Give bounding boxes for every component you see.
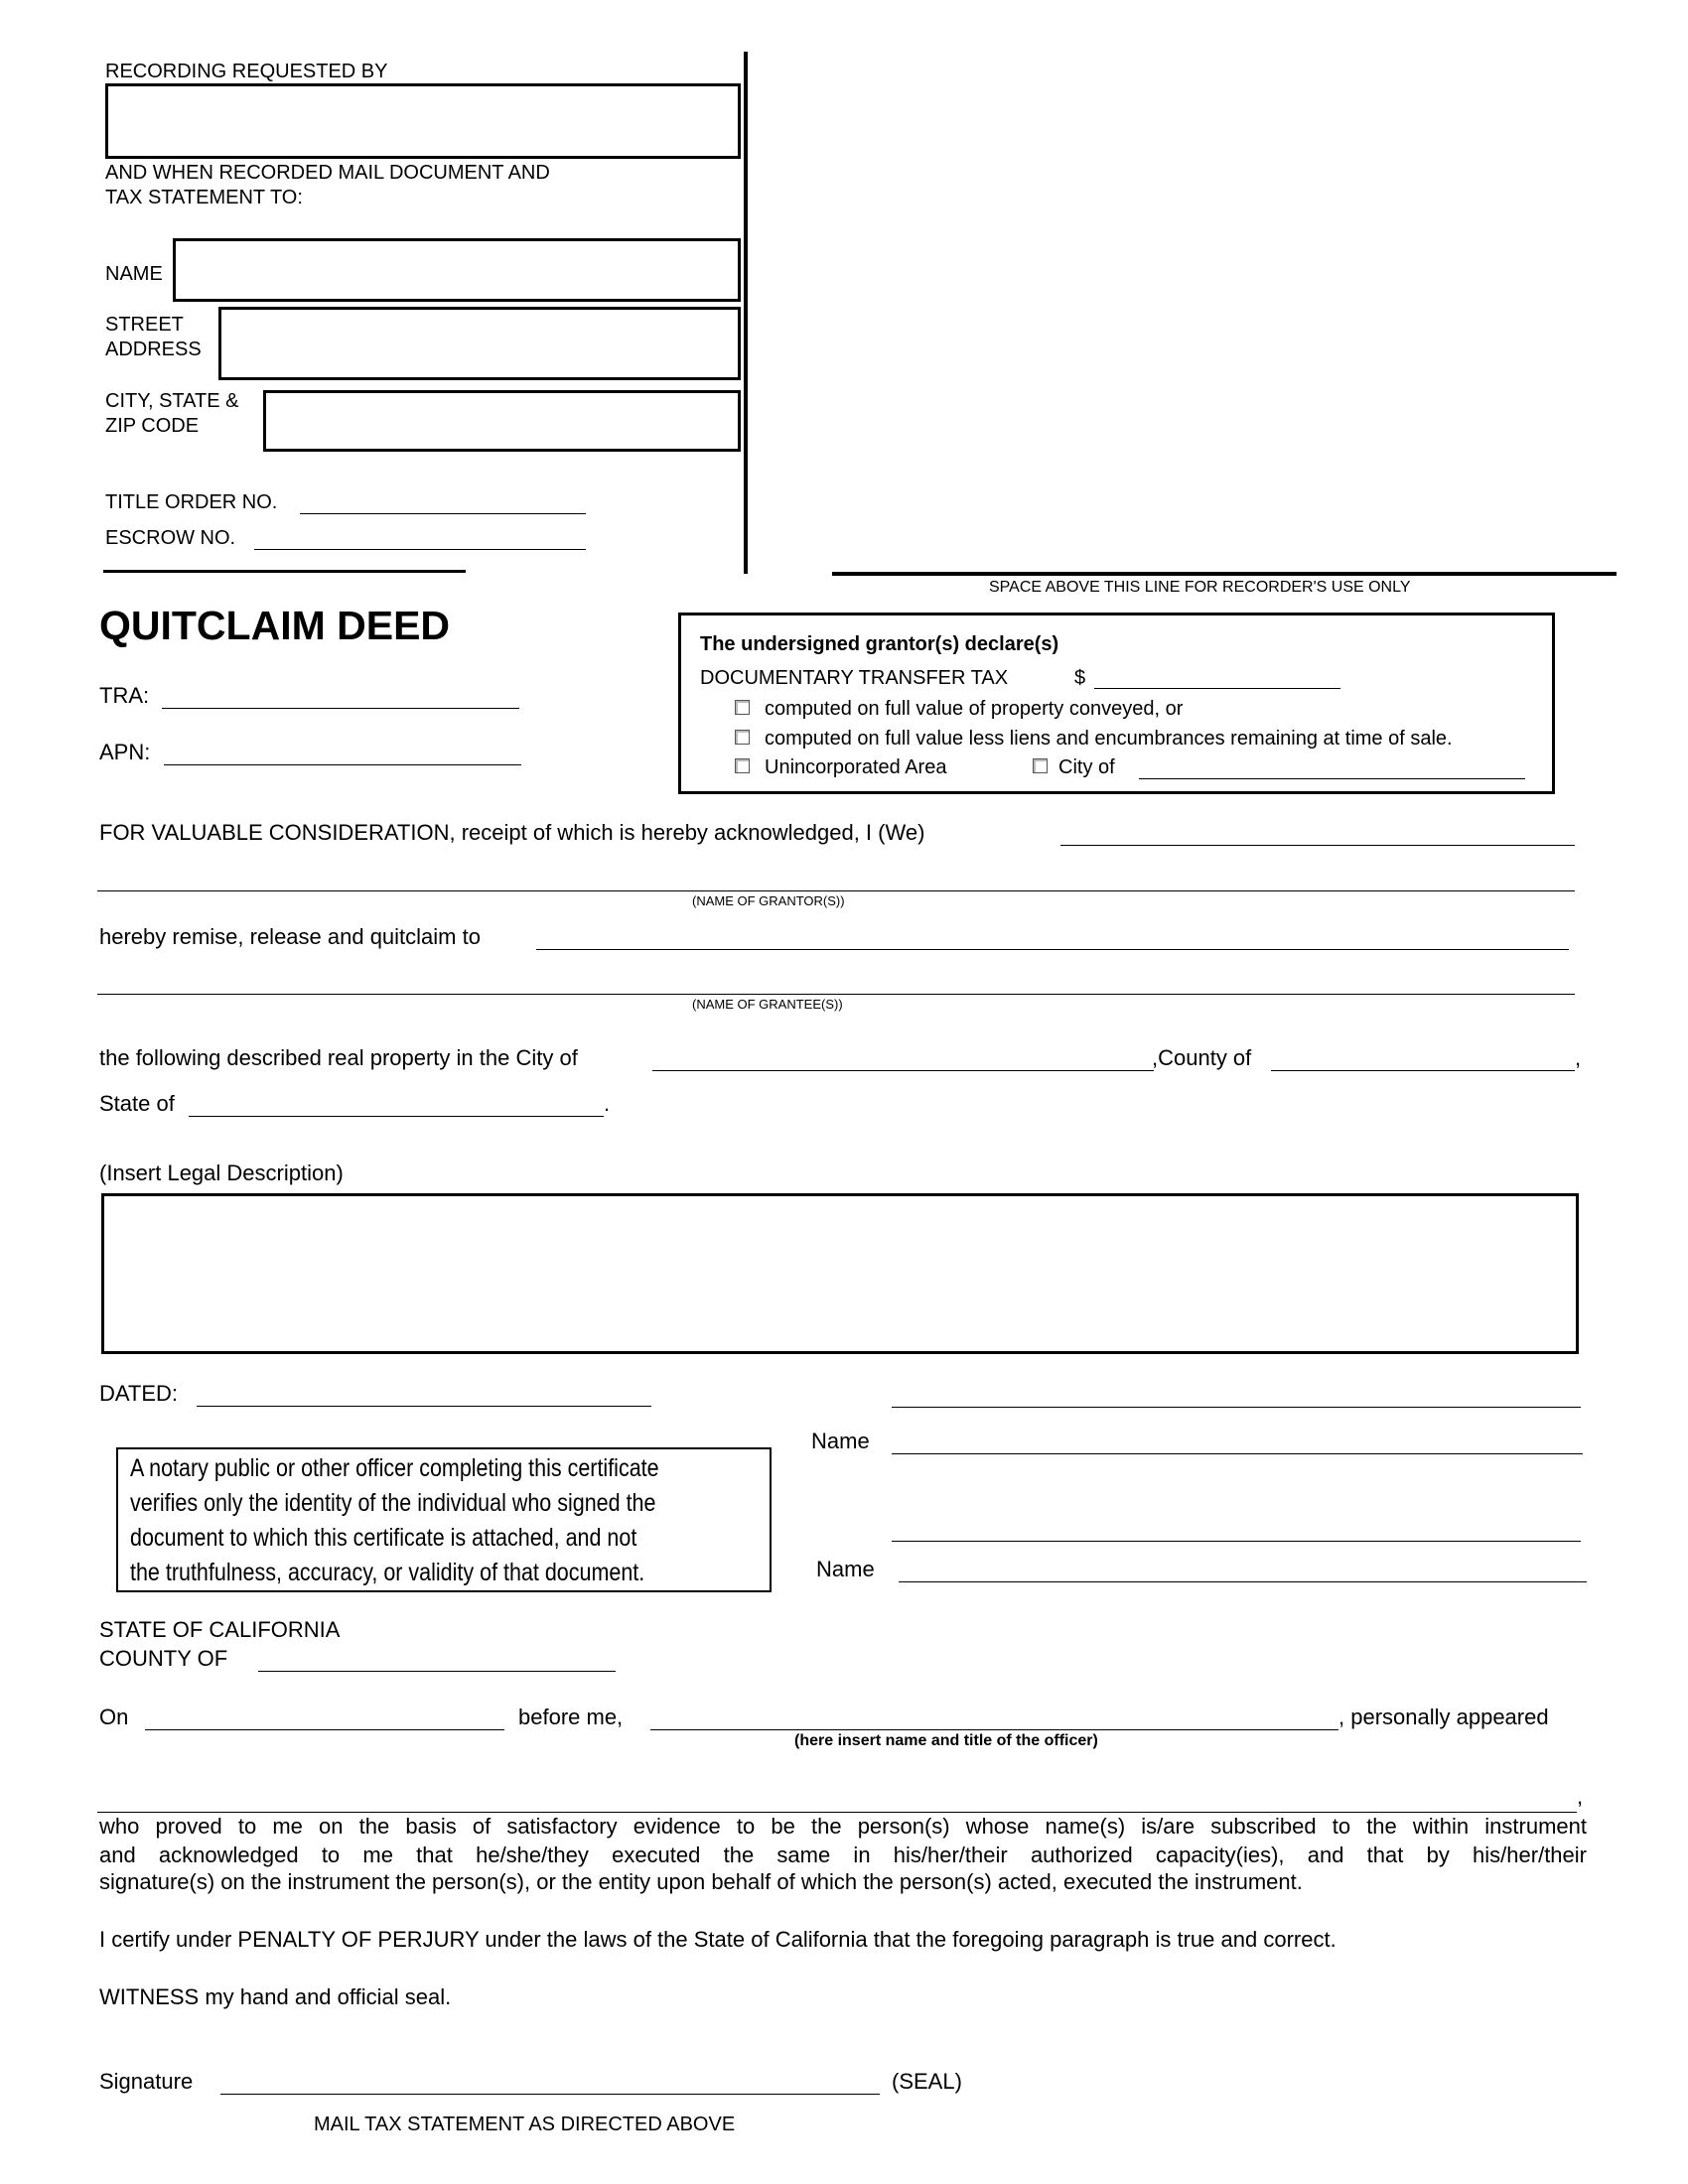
state-of-label: State of bbox=[99, 1091, 175, 1116]
consideration-text: FOR VALUABLE CONSIDERATION, receipt of which is hereby acknowledged, I (We) bbox=[99, 820, 925, 845]
notary-disclaimer-box bbox=[116, 1447, 772, 1592]
grantor-name-field-2[interactable] bbox=[97, 862, 1575, 891]
transfer-tax-amount-field[interactable] bbox=[1094, 665, 1340, 689]
property-state-field[interactable] bbox=[189, 1089, 604, 1117]
escrow-label: ESCROW NO. bbox=[105, 527, 236, 549]
appeared-trailing-comma: , bbox=[1577, 1784, 1584, 1809]
recorder-use-line bbox=[832, 572, 1617, 576]
on-label: On bbox=[99, 1705, 129, 1729]
less-liens-option-label: computed on full value less liens and encumbrances remaining at time of sale. bbox=[765, 728, 1453, 750]
full-value-option-label: computed on full value of property conveyed, or bbox=[765, 698, 1184, 720]
header-bottom-rule-left bbox=[103, 570, 466, 573]
notary-disclaimer-line2: verifies only the identity of the individual who signed the bbox=[130, 1489, 656, 1517]
notary-disclaimer-line1: A notary public or other officer completing this certificate bbox=[130, 1454, 659, 1482]
property-city-field[interactable] bbox=[652, 1043, 1154, 1071]
city-state-zip-field[interactable] bbox=[263, 390, 741, 452]
proved-paragraph-line2: and acknowledged to me that he/she/they executed the same in his/her/their authorized capacity(ies), and that by his/her/their bbox=[99, 1843, 1587, 1867]
dated-label: DATED: bbox=[99, 1381, 179, 1406]
mail-tax-statement-note: MAIL TAX STATEMENT AS DIRECTED ABOVE bbox=[314, 2114, 736, 2135]
proved-paragraph-line1: who proved to me on the basis of satisfactory evidence to be the person(s) whose name(s) is/are subscribed to the within instrument bbox=[99, 1814, 1587, 1839]
title-order-field[interactable] bbox=[300, 490, 586, 514]
street-label-line2: ADDRESS bbox=[105, 339, 202, 360]
state-trailing-period: . bbox=[604, 1091, 611, 1116]
grantor-printed-name-1[interactable] bbox=[892, 1427, 1583, 1454]
tra-label: TRA: bbox=[99, 683, 150, 708]
recording-requested-label: RECORDING REQUESTED BY bbox=[105, 61, 388, 82]
street-label-line1: STREET bbox=[105, 314, 184, 336]
grantor-signature-line-2[interactable] bbox=[892, 1514, 1581, 1542]
tra-field[interactable] bbox=[162, 681, 519, 709]
city-label-line2: ZIP CODE bbox=[105, 415, 200, 437]
grantor-printed-name-2[interactable] bbox=[899, 1555, 1587, 1582]
appeared-persons-field[interactable] bbox=[97, 1783, 1577, 1813]
witness-statement: WITNESS my hand and official seal. bbox=[99, 1984, 452, 2009]
grantor-caption: (NAME OF GRANTOR(S)) bbox=[692, 893, 845, 908]
property-city-text: the following described real property in the City of bbox=[99, 1045, 578, 1070]
grantee-name-field-2[interactable] bbox=[97, 965, 1575, 995]
mail-to-label-line2: TAX STATEMENT TO: bbox=[105, 187, 303, 208]
title-order-label: TITLE ORDER NO. bbox=[105, 491, 278, 513]
recorder-note: SPACE ABOVE THIS LINE FOR RECORDER'S USE ONLY bbox=[989, 579, 1411, 596]
apn-label: APN: bbox=[99, 740, 151, 764]
grantee-name-field-1[interactable] bbox=[536, 922, 1569, 950]
header-vertical-divider bbox=[744, 52, 748, 574]
proved-paragraph-line3: signature(s) on the instrument the person(s), or the entity upon behalf of which the person(s) acted, executed the instrument. bbox=[99, 1869, 1303, 1894]
documentary-transfer-tax-label: DOCUMENTARY TRANSFER TAX bbox=[700, 667, 1009, 689]
personally-appeared-label: , personally appeared bbox=[1338, 1705, 1549, 1729]
legal-description-label: (Insert Legal Description) bbox=[99, 1160, 344, 1185]
grantor-name-field-1[interactable] bbox=[1060, 818, 1575, 846]
mail-name-field[interactable] bbox=[173, 238, 741, 302]
grantee-caption: (NAME OF GRANTEE(S)) bbox=[692, 997, 843, 1012]
street-address-field[interactable] bbox=[218, 307, 741, 380]
mail-name-label: NAME bbox=[105, 263, 163, 285]
before-me-label: before me, bbox=[518, 1705, 624, 1729]
legal-description-field[interactable] bbox=[101, 1193, 1579, 1354]
county-trailing-comma: , bbox=[1575, 1045, 1582, 1070]
state-of-california-label: STATE OF CALIFORNIA bbox=[99, 1617, 341, 1642]
seal-label: (SEAL) bbox=[892, 2069, 962, 2094]
dated-field[interactable] bbox=[197, 1379, 651, 1407]
apn-field[interactable] bbox=[164, 738, 521, 765]
name-label-1: Name bbox=[811, 1429, 870, 1453]
city-of-field[interactable] bbox=[1139, 755, 1525, 779]
county-of-ack-label: COUNTY OF bbox=[99, 1646, 228, 1671]
recording-requested-field[interactable] bbox=[105, 83, 741, 159]
signature-label: Signature bbox=[99, 2069, 194, 2094]
remise-text: hereby remise, release and quitclaim to bbox=[99, 924, 481, 949]
city-of-checkbox[interactable] bbox=[1033, 758, 1048, 773]
unincorporated-area-label: Unincorporated Area bbox=[765, 756, 947, 778]
officer-caption: (here insert name and title of the officer) bbox=[794, 1732, 1098, 1749]
grantor-signature-line-1[interactable] bbox=[892, 1380, 1581, 1408]
escrow-field[interactable] bbox=[254, 526, 586, 550]
perjury-certification: I certify under PENALTY OF PERJURY under the laws of the State of California that the foregoing paragraph is true and correct. bbox=[99, 1927, 1336, 1952]
notary-disclaimer-line3: document to which this certificate is attached, and not bbox=[130, 1524, 637, 1552]
city-label-line1: CITY, STATE & bbox=[105, 390, 239, 412]
city-of-label: City of bbox=[1058, 756, 1115, 778]
document-title: QUITCLAIM DEED bbox=[99, 603, 451, 648]
full-value-checkbox[interactable] bbox=[735, 700, 750, 715]
property-county-field[interactable] bbox=[1271, 1043, 1575, 1071]
county-of-label: ,County of bbox=[1152, 1045, 1252, 1070]
less-liens-checkbox[interactable] bbox=[735, 730, 750, 745]
dollar-sign: $ bbox=[1074, 667, 1086, 689]
ack-county-field[interactable] bbox=[258, 1644, 616, 1672]
name-label-2: Name bbox=[816, 1557, 875, 1581]
ack-date-field[interactable] bbox=[145, 1703, 504, 1730]
tax-box-heading: The undersigned grantor(s) declare(s) bbox=[700, 633, 1059, 655]
notary-signature-field[interactable] bbox=[220, 2067, 880, 2095]
unincorporated-area-checkbox[interactable] bbox=[735, 758, 750, 773]
officer-name-field[interactable] bbox=[650, 1703, 1338, 1730]
mail-to-label-line1: AND WHEN RECORDED MAIL DOCUMENT AND bbox=[105, 162, 550, 184]
notary-disclaimer-line4: the truthfulness, accuracy, or validity of that document. bbox=[130, 1559, 645, 1586]
